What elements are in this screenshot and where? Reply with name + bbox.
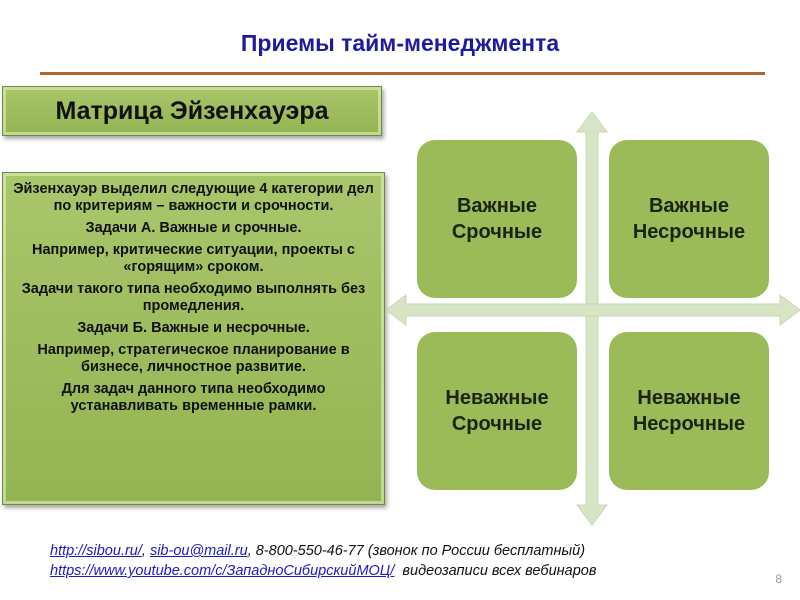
page-number: 8 bbox=[775, 572, 782, 586]
paragraph: Задачи Б. Важные и несрочные. bbox=[77, 320, 310, 336]
paragraph: Задачи А. Важные и срочные. bbox=[85, 220, 302, 236]
matrix-heading: Матрица Эйзенхауэра bbox=[2, 86, 382, 136]
separator: , bbox=[141, 543, 150, 559]
contact-footer bbox=[50, 541, 596, 581]
quadrant-unimportant-not-urgent: Неважные Несрочные bbox=[609, 332, 769, 490]
paragraph: Например, стратегическое планирование в бизнесе, личностное развитие. bbox=[37, 342, 350, 375]
phone-text: , 8-800-550-46-77 (звонок по России бесплатный) bbox=[247, 543, 586, 559]
vertical-arrow-icon bbox=[577, 112, 607, 525]
paragraph: Задачи такого типа необходимо выполнять без промедления. bbox=[21, 281, 366, 314]
paragraph: Например, критические ситуации, проекты с «горящим» сроком. bbox=[32, 242, 355, 275]
paragraph: Эйзенхауэр выделил следующие 4 категории дел по критериям – важности и срочности. bbox=[13, 181, 374, 214]
quadrant-unimportant-urgent: Неважные Срочные bbox=[417, 332, 577, 490]
quadrant-important-not-urgent: Важные Несрочные bbox=[609, 140, 769, 298]
youtube-link[interactable]: https://www.youtube.com/c/ЗападноСибирскийМОЦ/ bbox=[50, 563, 395, 579]
slide-title: Приемы тайм-менеджмента bbox=[240, 30, 560, 56]
site-link[interactable]: http://sibou.ru/ bbox=[50, 543, 142, 559]
email-link[interactable]: sib-ou@mail.ru bbox=[149, 543, 248, 559]
youtube-text: видеозаписи всех вебинаров bbox=[394, 563, 597, 579]
footer-line-2 bbox=[50, 561, 596, 581]
quadrant-important-urgent: Важные Срочные bbox=[417, 140, 577, 298]
paragraph: Для задач данного типа необходимо устанавливать временные рамки. bbox=[61, 381, 326, 414]
footer-line-1 bbox=[50, 541, 596, 561]
